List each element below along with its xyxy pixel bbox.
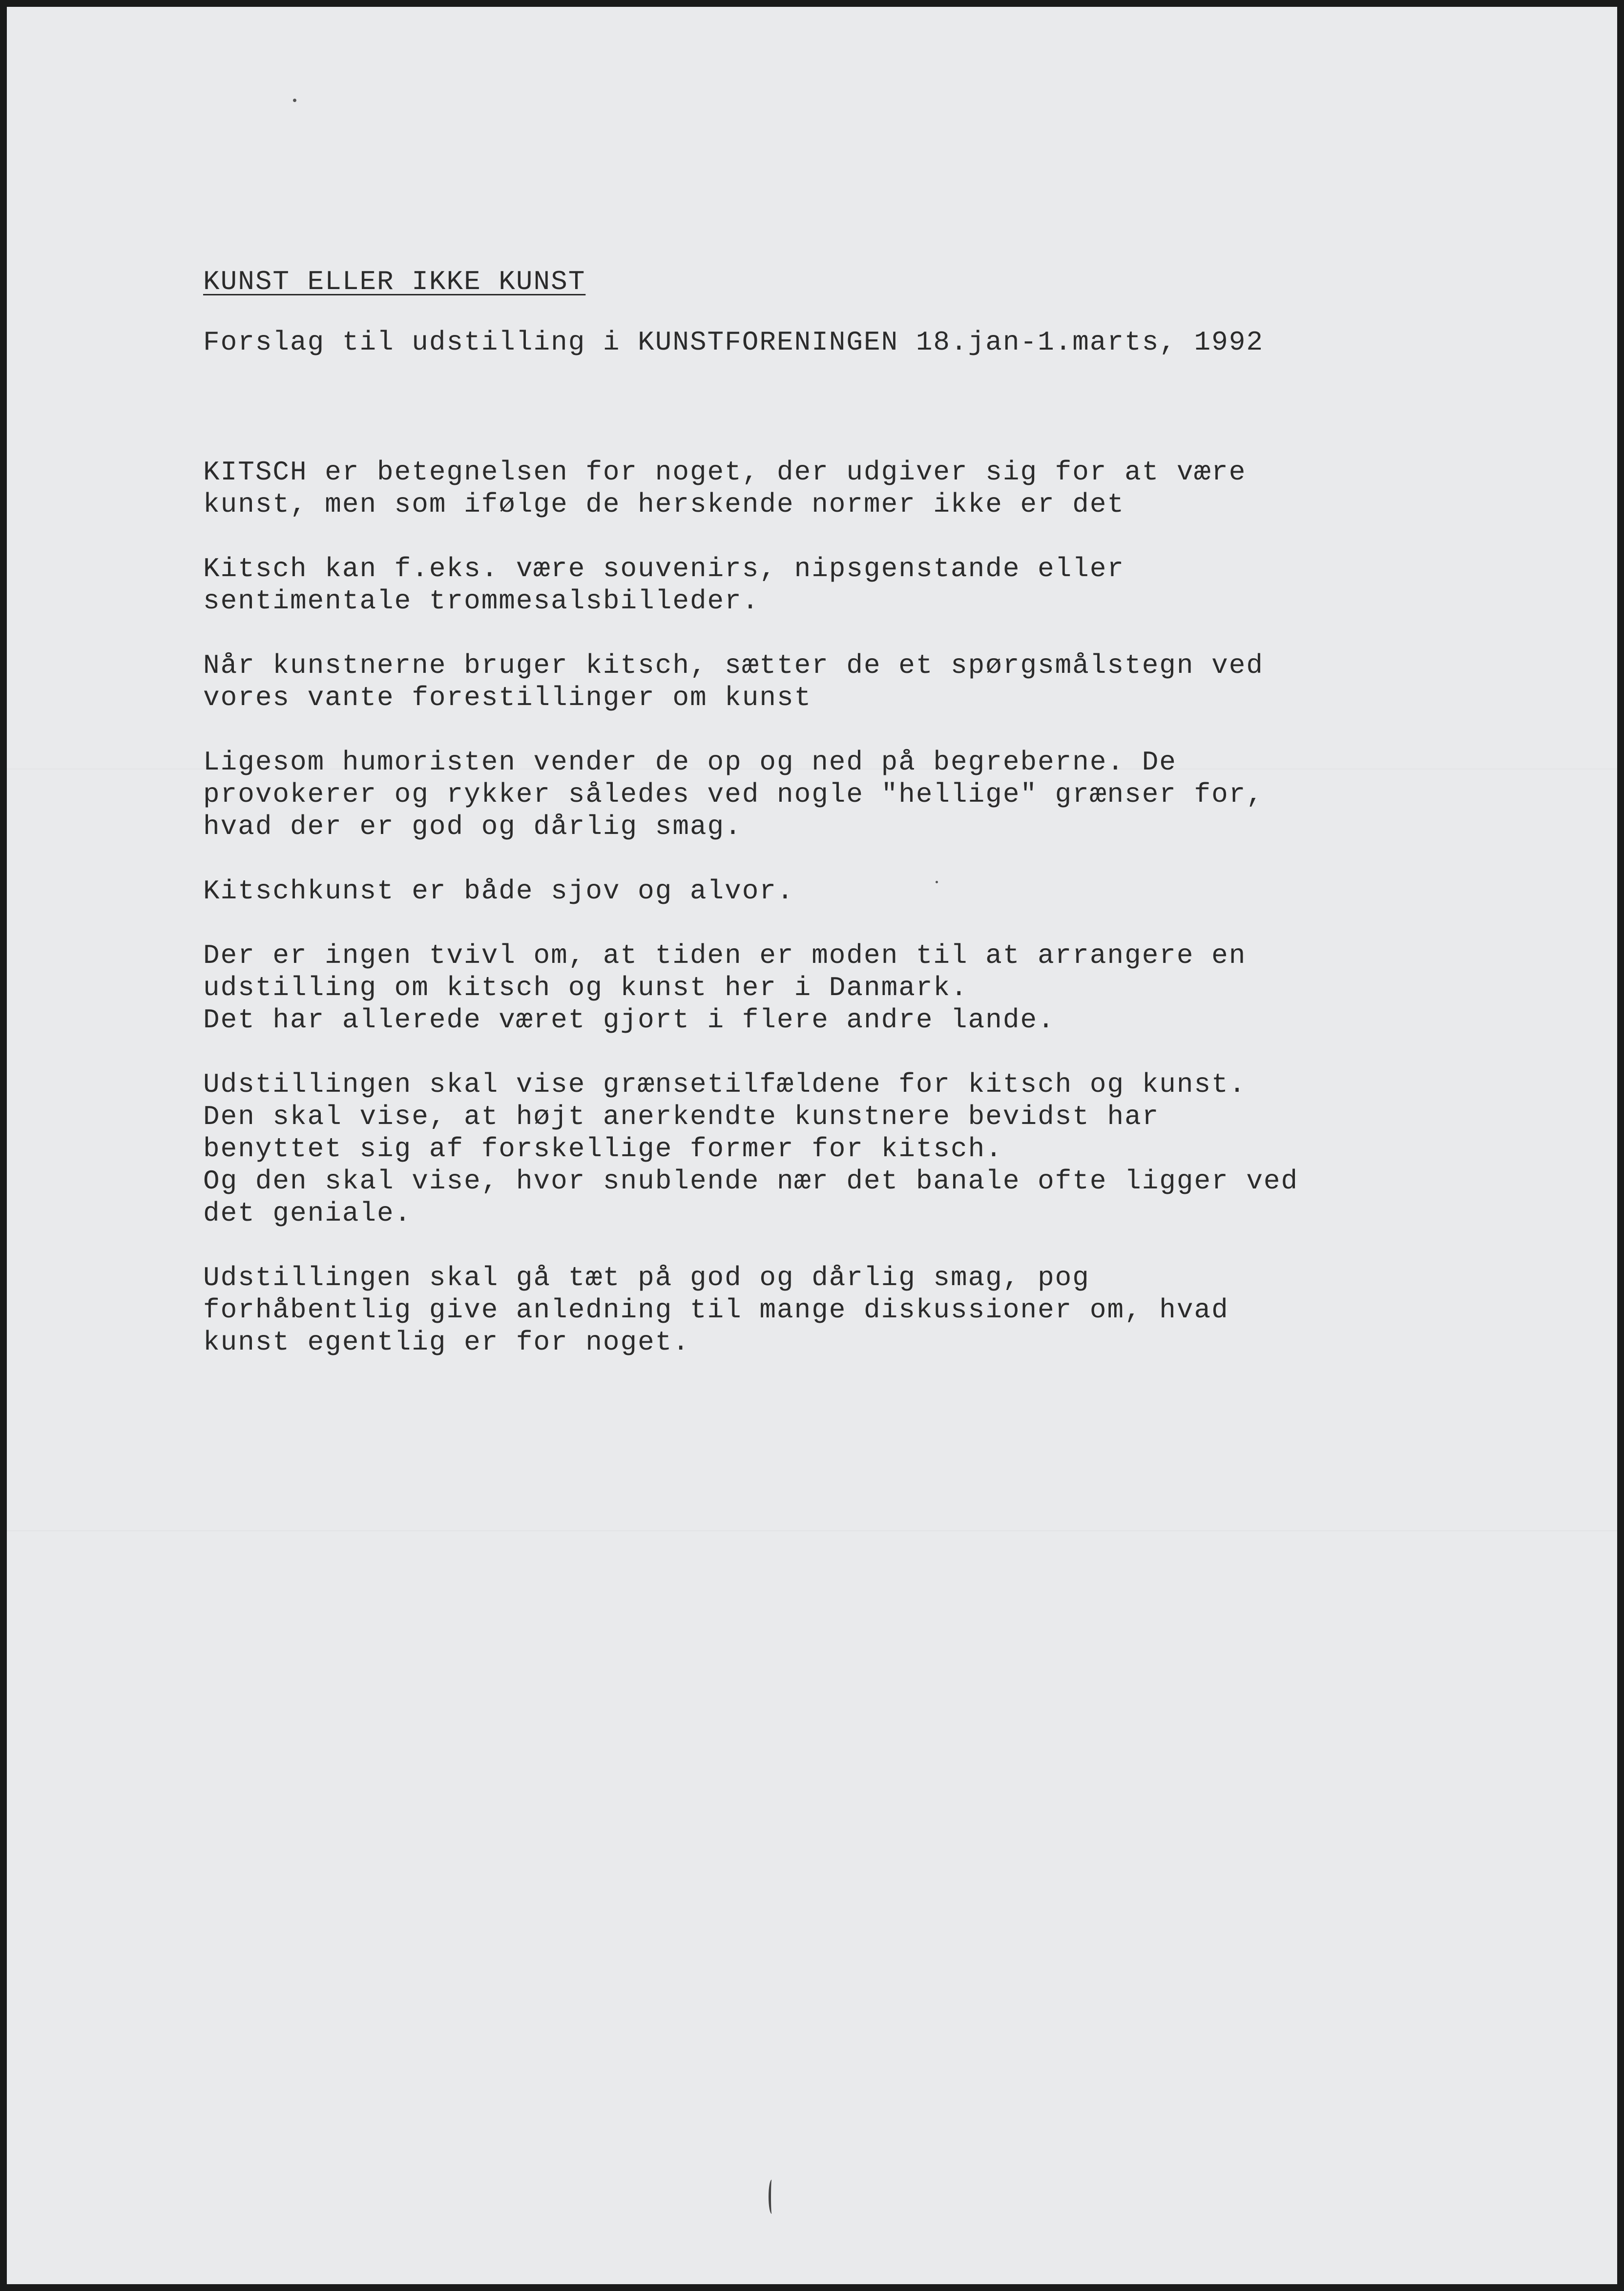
text-line: Udstillingen skal vise grænsetilfældene for kitsch og kunst. bbox=[203, 1069, 1247, 1100]
text-line: forhåbentlig give anledning til mange diskussioner om, hvad bbox=[203, 1294, 1229, 1326]
text-line: Når kunstnerne bruger kitsch, sætter de et spørgsmålstegn ved bbox=[203, 650, 1264, 681]
text-line: Udstillingen skal gå tæt på god og dårlig smag, pog bbox=[203, 1262, 1090, 1293]
text-line: hvad der er god og dårlig smag. bbox=[203, 811, 742, 842]
paragraph bbox=[203, 746, 1482, 843]
text-line: det geniale. bbox=[203, 1198, 412, 1229]
paper-speck bbox=[293, 99, 296, 102]
text-line: benyttet sig af forskellige former for kitsch. bbox=[203, 1133, 1003, 1165]
document-title: KUNST ELLER IKKE KUNST bbox=[203, 266, 586, 297]
text-line: kunst egentlig er for noget. bbox=[203, 1327, 690, 1358]
text-line: Kitsch kan f.eks. være souvenirs, nipsgenstande eller bbox=[203, 553, 1125, 584]
text-line: vores vante forestillinger om kunst bbox=[203, 682, 812, 713]
text-line: provokerer og rykker således ved nogle "hellige" grænser for, bbox=[203, 779, 1264, 810]
paragraph bbox=[203, 456, 1482, 521]
text-line: Ligesom humoristen vender de op og ned på begreberne. De bbox=[203, 747, 1177, 778]
fold-line bbox=[7, 1530, 1617, 1531]
text-line: Og den skal vise, hvor snublende nær det banale ofte ligger ved bbox=[203, 1166, 1299, 1197]
paragraph bbox=[203, 1068, 1482, 1229]
text-line: Det har allerede været gjort i flere andre lande. bbox=[203, 1004, 1055, 1036]
paragraph bbox=[203, 875, 1482, 907]
paragraph bbox=[203, 939, 1482, 1036]
text-line: udstilling om kitsch og kunst her i Danmark. bbox=[203, 972, 968, 1003]
document-subtitle: Forslag til udstilling i KUNSTFORENINGEN 18.jan-1.marts, 1992 bbox=[203, 327, 1264, 358]
paper-sheet bbox=[7, 7, 1617, 2284]
document-body bbox=[203, 266, 1482, 1391]
paragraph bbox=[203, 553, 1482, 617]
text-line: Den skal vise, at højt anerkendte kunstnere bevidst har bbox=[203, 1101, 1160, 1132]
paper-mark bbox=[769, 2180, 775, 2214]
paragraph bbox=[203, 649, 1482, 714]
text-line: Der er ingen tvivl om, at tiden er moden til at arrangere en bbox=[203, 940, 1247, 971]
text-line: Kitschkunst er både sjov og alvor. bbox=[203, 875, 794, 907]
text-line: sentimentale trommesalsbilleder. bbox=[203, 585, 760, 617]
text-line: KITSCH er betegnelsen for noget, der udgiver sig for at være bbox=[203, 457, 1247, 488]
text-line: kunst, men som ifølge de herskende normer ikke er det bbox=[203, 489, 1125, 520]
paragraph bbox=[203, 1262, 1482, 1358]
paragraph-list bbox=[203, 456, 1482, 1358]
